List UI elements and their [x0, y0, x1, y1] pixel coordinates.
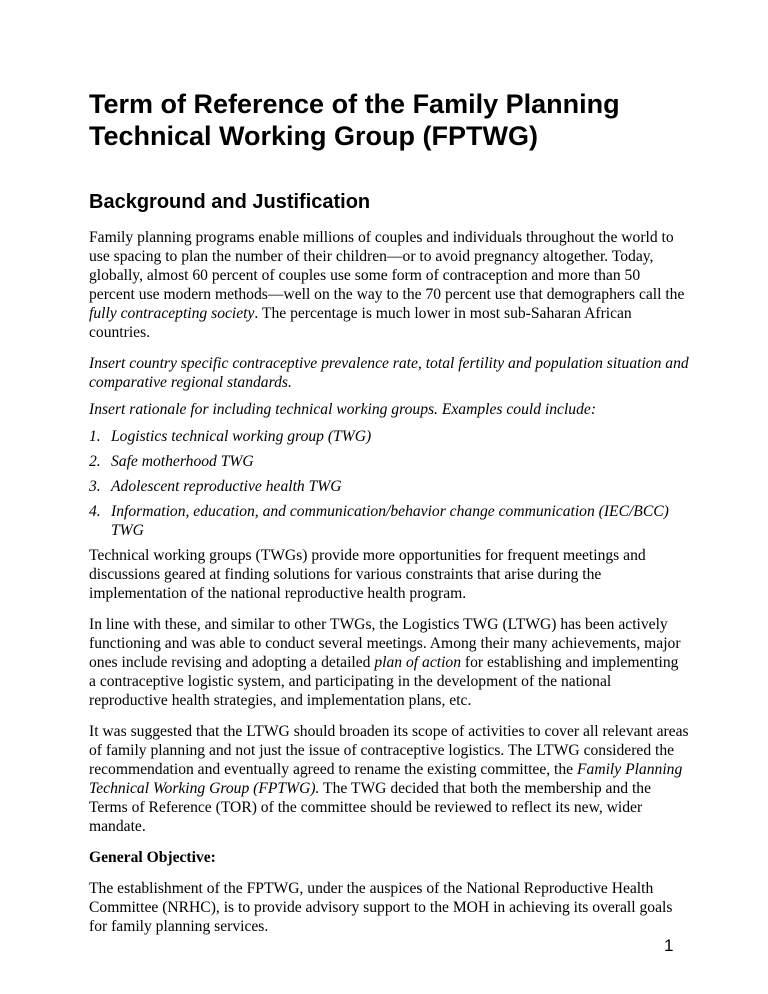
paragraph-rename — [89, 722, 689, 836]
paragraph-ltwg-text-a: In line with these, and similar to other TWGs, the Logistics TWG (LTWG) has been actively functioning and was able to conduct several meetings. Among their many achievements, major ones include revising and adopting a detailed — [89, 616, 681, 671]
list-item-number: 1. — [89, 428, 101, 445]
paragraph-rename-text-a: It was suggested that the LTWG should broaden its scope of activities to cover all relevant areas of family planning and not just the issue of contraceptive logistics. The LTWG considered the recommendation and eventually agreed to rename the existing committee, the — [89, 723, 689, 778]
paragraph-intro-text-b: . The percentage is much lower in most sub-Saharan African countries. — [89, 305, 632, 341]
paragraph-twg-purpose: Technical working groups (TWGs) provide more opportunities for frequent meetings and discussions geared at finding solutions for various constraints that arise during the implementation of the national reproductive health program. — [89, 547, 646, 602]
paragraph-rename-emphasis: Family Planning Technical Working Group (FPTWG). — [89, 761, 683, 797]
list-item-text: Information, education, and communication/behavior change communication (IEC/BCC) TWG — [111, 503, 669, 539]
paragraph-ltwg-achievements — [89, 615, 689, 710]
paragraph-objective: The establishment of the FPTWG, under the auspices of the National Reproductive Health Committee (NRHC), is to provide advisory support to the MOH in achieving its overall goals for family planning services. — [89, 880, 673, 935]
paragraph-insert-country — [89, 354, 689, 392]
list-item — [89, 477, 689, 496]
page-number: 1 — [664, 936, 674, 955]
document-title: Term of Reference of the Family Planning Technical Working Group (FPTWG) — [89, 89, 620, 151]
list-item — [89, 427, 689, 446]
paragraph-insert-rationale — [89, 400, 689, 419]
list-item-number: 4. — [89, 503, 101, 520]
objective-heading-text: General Objective: — [89, 849, 216, 866]
list-item-text: Adolescent reproductive health TWG — [111, 478, 342, 495]
list-item-text: Logistics technical working group (TWG) — [111, 428, 372, 445]
paragraph-intro-text-a: Family planning programs enable millions of couples and individuals throughout the world to use spacing to plan the number of their children—or to avoid pregnancy altogether. Today, globally, almost 60 percent of couples use some form of contraception and more than 50 percent use modern methods—well on the way to the 70 percent use that demographers call the — [89, 229, 685, 303]
paragraph-ltwg-text-b: for establishing and implementing a contraceptive logistic system, and participating in the development of the national reproductive health strategies, and implementation plans, etc. — [89, 654, 679, 709]
paragraph-ltwg-emphasis: plan of action — [374, 654, 462, 671]
paragraph-insert-country-text: Insert country specific contraceptive prevalence rate, total fertility and population situation and comparative regional standards. — [89, 355, 689, 391]
document-body — [89, 228, 689, 948]
paragraph-intro-emphasis: fully contracepting society — [89, 305, 255, 322]
paragraph-rename-text-b: The TWG decided that both the membership and the Terms of Reference (TOR) of the committee should be reviewed to reflect its new, wider mandate. — [89, 780, 652, 835]
paragraph-insert-rationale-text: Insert rationale for including technical working groups. Examples could include: — [89, 401, 597, 418]
list-item-number: 3. — [89, 478, 101, 495]
list-item-text: Safe motherhood TWG — [111, 453, 254, 470]
paragraph-intro — [89, 228, 689, 342]
list-item — [89, 452, 689, 471]
list-item-number: 2. — [89, 453, 101, 470]
list-item — [89, 502, 689, 540]
objective-heading — [89, 848, 689, 867]
twg-examples-list — [89, 427, 689, 540]
section-heading: Background and Justification — [89, 191, 371, 213]
